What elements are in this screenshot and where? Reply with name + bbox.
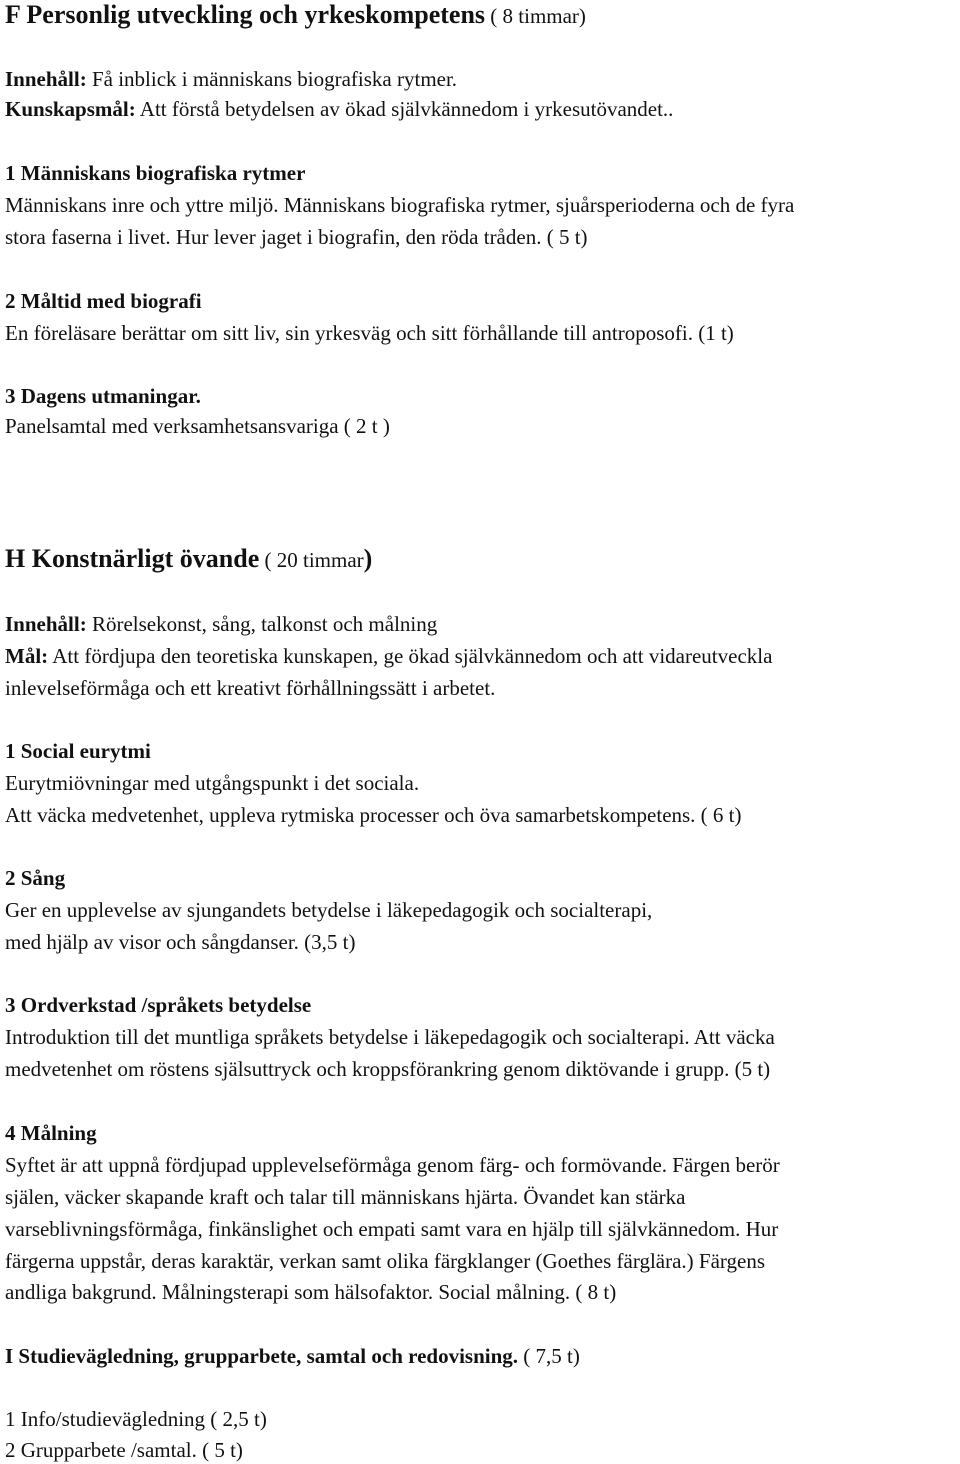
content-text: Få inblick i människans biografiska rytmer. <box>86 67 458 91</box>
section-i-item: 2 Grupparbete /samtal. ( 5 t) <box>5 1438 243 1462</box>
section-h-content <box>5 611 437 637</box>
section-f-item-2-heading: 2 Måltid med biografi <box>5 289 202 313</box>
goal-label: Mål: <box>5 644 49 668</box>
section-f-item-3-heading: 3 Dagens utmaningar. <box>5 384 201 408</box>
section-h-item-4-heading: 4 Målning <box>5 1121 97 1145</box>
section-h-item-3-line: medvetenhet om röstens själsuttryck och kroppsförankring genom diktövande i grupp. (5 t) <box>5 1057 771 1081</box>
goal-label: Kunskapsmål: <box>5 97 136 121</box>
section-h-item-1-line: Att väcka medvetenhet, uppleva rytmiska processer och öva samarbetskompetens. ( 6 t) <box>5 803 742 827</box>
section-h-hours-close: ) <box>363 544 373 573</box>
section-h-item-1-heading: 1 Social eurytmi <box>5 739 151 763</box>
content-text: Rörelsekonst, sång, talkonst och målning <box>86 612 438 636</box>
section-f-item-1-line: Människans inre och yttre miljö. Människans biografiska rytmer, sjuårsperioderna och de fyra <box>5 193 795 217</box>
section-f-hours: ( 8 timmar) <box>485 4 586 28</box>
section-h-goal-line-2: inlevelseförmåga och ett kreativt förhållningssätt i arbetet. <box>5 676 496 700</box>
section-f-title-text: F Personlig utveckling och yrkeskompetens <box>5 0 486 29</box>
section-h-goal <box>5 643 772 669</box>
goal-text: Att fördjupa den teoretiska kunskapen, ge ökad självkännedom och att vidareutveckla <box>48 644 773 668</box>
section-h-item-4-line: andliga bakgrund. Målningsterapi som hälsofaktor. Social målning. ( 8 t) <box>5 1280 617 1304</box>
section-f-item-1-heading: 1 Människans biografiska rytmer <box>5 161 306 185</box>
section-h-item-2-heading: 2 Sång <box>5 866 66 890</box>
section-f-content <box>5 66 457 92</box>
section-h-item-2-line: med hjälp av visor och sångdanser. (3,5 t) <box>5 930 356 954</box>
goal-text: Att förstå betydelsen av ökad självkännedom i yrkesutövandet.. <box>135 97 674 121</box>
section-h-item-3-heading: 3 Ordverkstad /språkets betydelse <box>5 993 312 1017</box>
section-i-hours: ( 7,5 t) <box>518 1344 580 1368</box>
section-h-item-1-line: Eurytmiövningar med utgångspunkt i det sociala. <box>5 771 420 795</box>
section-h-item-3-line: Introduktion till det muntliga språkets betydelse i läkepedagogik och socialterapi. Att väcka <box>5 1025 775 1049</box>
section-h-item-4-line: Syftet är att uppnå fördjupad upplevelseförmåga genom färg- och formövande. Färgen berör <box>5 1153 780 1177</box>
content-label: Innehåll: <box>5 67 87 91</box>
section-f-title <box>5 0 586 31</box>
section-h-item-4-line: färgerna uppstår, deras karaktär, verkan samt olika färgklanger (Goethes färglära.) Färgens <box>5 1249 766 1273</box>
section-f-goal <box>5 96 673 122</box>
section-i-title <box>5 1343 580 1369</box>
section-f-item-1-line: stora faserna i livet. Hur lever jaget i biografin, den röda tråden. ( 5 t) <box>5 225 588 249</box>
section-f-item-3-line: Panelsamtal med verksamhetsansvariga ( 2 t ) <box>5 414 390 438</box>
section-h-item-4-line: varseblivningsförmåga, finkänslighet och empati samt vara en hjälp till självkännedom. Hur <box>5 1217 779 1241</box>
section-f-item-2-line: En föreläsare berättar om sitt liv, sin yrkesväg och sitt förhållande till antroposofi. (1 t) <box>5 321 734 345</box>
section-i-item: 1 Info/studievägledning ( 2,5 t) <box>5 1407 267 1431</box>
section-h-title <box>5 544 372 575</box>
content-label: Innehåll: <box>5 612 87 636</box>
section-h-title-text: H Konstnärligt övande <box>5 544 260 573</box>
section-h-hours: ( 20 timmar <box>259 548 364 572</box>
section-h-item-4-line: själen, väcker skapande kraft och talar till människans hjärta. Övandet kan stärka <box>5 1185 686 1209</box>
section-i-title-text: I Studievägledning, grupparbete, samtal och redovisning. <box>5 1344 519 1368</box>
section-h-item-2-line: Ger en upplevelse av sjungandets betydelse i läkepedagogik och socialterapi, <box>5 898 653 922</box>
